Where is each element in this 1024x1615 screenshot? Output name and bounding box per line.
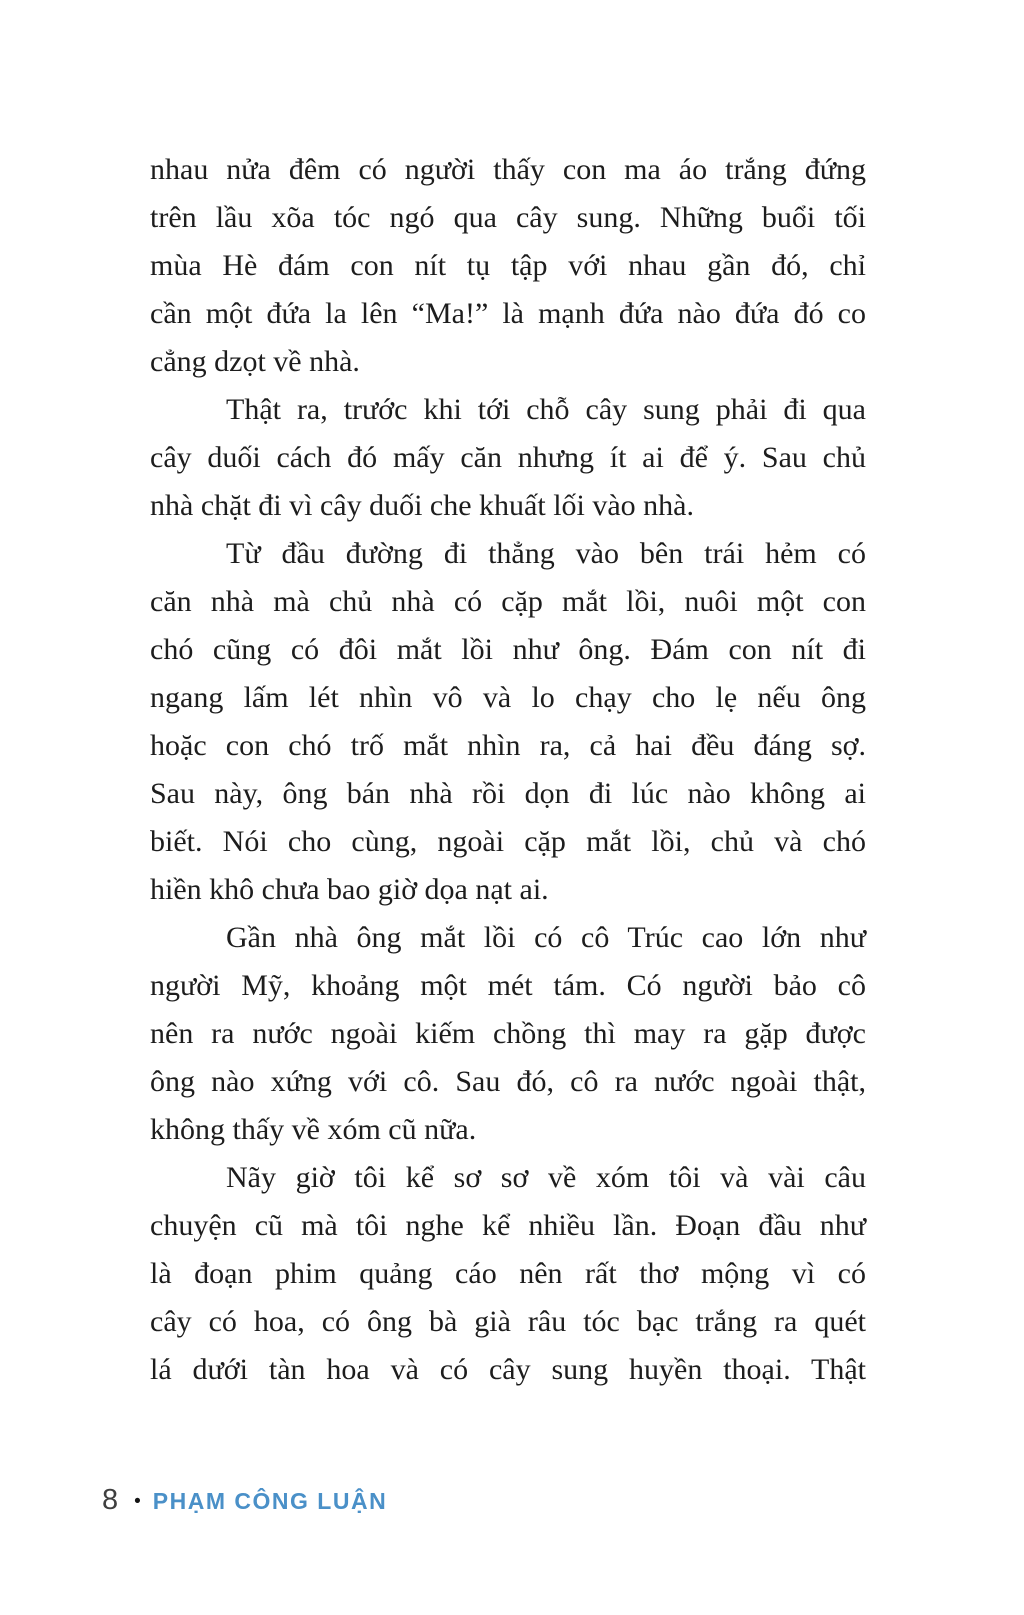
text-line: ông nào xứng với cô. Sau đó, cô ra nước ngoài thật,: [150, 1065, 866, 1098]
text-line: biết. Nói cho cùng, ngoài cặp mắt lồi, chủ và chó: [150, 825, 866, 858]
text-line: Gần nhà ông mắt lồi có cô Trúc cao lớn như: [226, 921, 866, 954]
text-line: Nãy giờ tôi kể sơ sơ về xóm tôi và vài câu: [226, 1161, 866, 1194]
footer-bullet-icon: •: [134, 1491, 141, 1512]
text-line: nhà chặt đi vì cây duối che khuất lối vào nhà.: [150, 489, 694, 522]
text-line: trên lầu xõa tóc ngó qua cây sung. Những buổi tối: [150, 201, 866, 234]
text-line: lá dưới tàn hoa và có cây sung huyền thoại. Thật: [150, 1353, 866, 1386]
text-line: căn nhà mà chủ nhà có cặp mắt lồi, nuôi một con: [150, 585, 866, 618]
text-line: Từ đầu đường đi thẳng vào bên trái hẻm có: [226, 537, 866, 570]
text-line: cây duối cách đó mấy căn nhưng ít ai để ý. Sau chủ: [150, 441, 866, 474]
text-line: không thấy về xóm cũ nữa.: [150, 1113, 477, 1146]
text-line: nhau nửa đêm có người thấy con ma áo trắng đứng: [150, 153, 866, 186]
page-number: 8: [102, 1484, 119, 1516]
text-line: Sau này, ông bán nhà rồi dọn đi lúc nào không ai: [150, 777, 866, 810]
text-line: cần một đứa la lên “Ma!” là mạnh đứa nào đứa đó co: [150, 297, 866, 330]
text-line: nên ra nước ngoài kiếm chồng thì may ra gặp được: [150, 1017, 866, 1050]
text-line: Thật ra, trước khi tới chỗ cây sung phải đi qua: [226, 393, 866, 426]
footer-author: PHẠM CÔNG LUẬN: [152, 1488, 388, 1514]
text-line: cẳng dzọt về nhà.: [150, 345, 360, 378]
text-line: chuyện cũ mà tôi nghe kể nhiều lần. Đoạn đầu như: [150, 1209, 866, 1242]
text-line: hiền khô chưa bao giờ dọa nạt ai.: [150, 873, 549, 906]
text-line: ngang lấm lét nhìn vô và lo chạy cho lẹ nếu ông: [150, 681, 866, 714]
text-line: hoặc con chó trố mắt nhìn ra, cả hai đều đáng sợ.: [150, 729, 866, 762]
page-footer: [102, 1484, 387, 1517]
text-line: cây có hoa, có ông bà già râu tóc bạc trắng ra quét: [150, 1305, 866, 1338]
text-line: mùa Hè đám con nít tụ tập với nhau gần đó, chỉ: [150, 249, 866, 282]
text-line: người Mỹ, khoảng một mét tám. Có người bảo cô: [150, 969, 866, 1002]
text-line: là đoạn phim quảng cáo nên rất thơ mộng vì có: [150, 1257, 866, 1290]
page-text: [150, 146, 866, 1394]
text-line: chó cũng có đôi mắt lồi như ông. Đám con nít đi: [150, 633, 866, 666]
